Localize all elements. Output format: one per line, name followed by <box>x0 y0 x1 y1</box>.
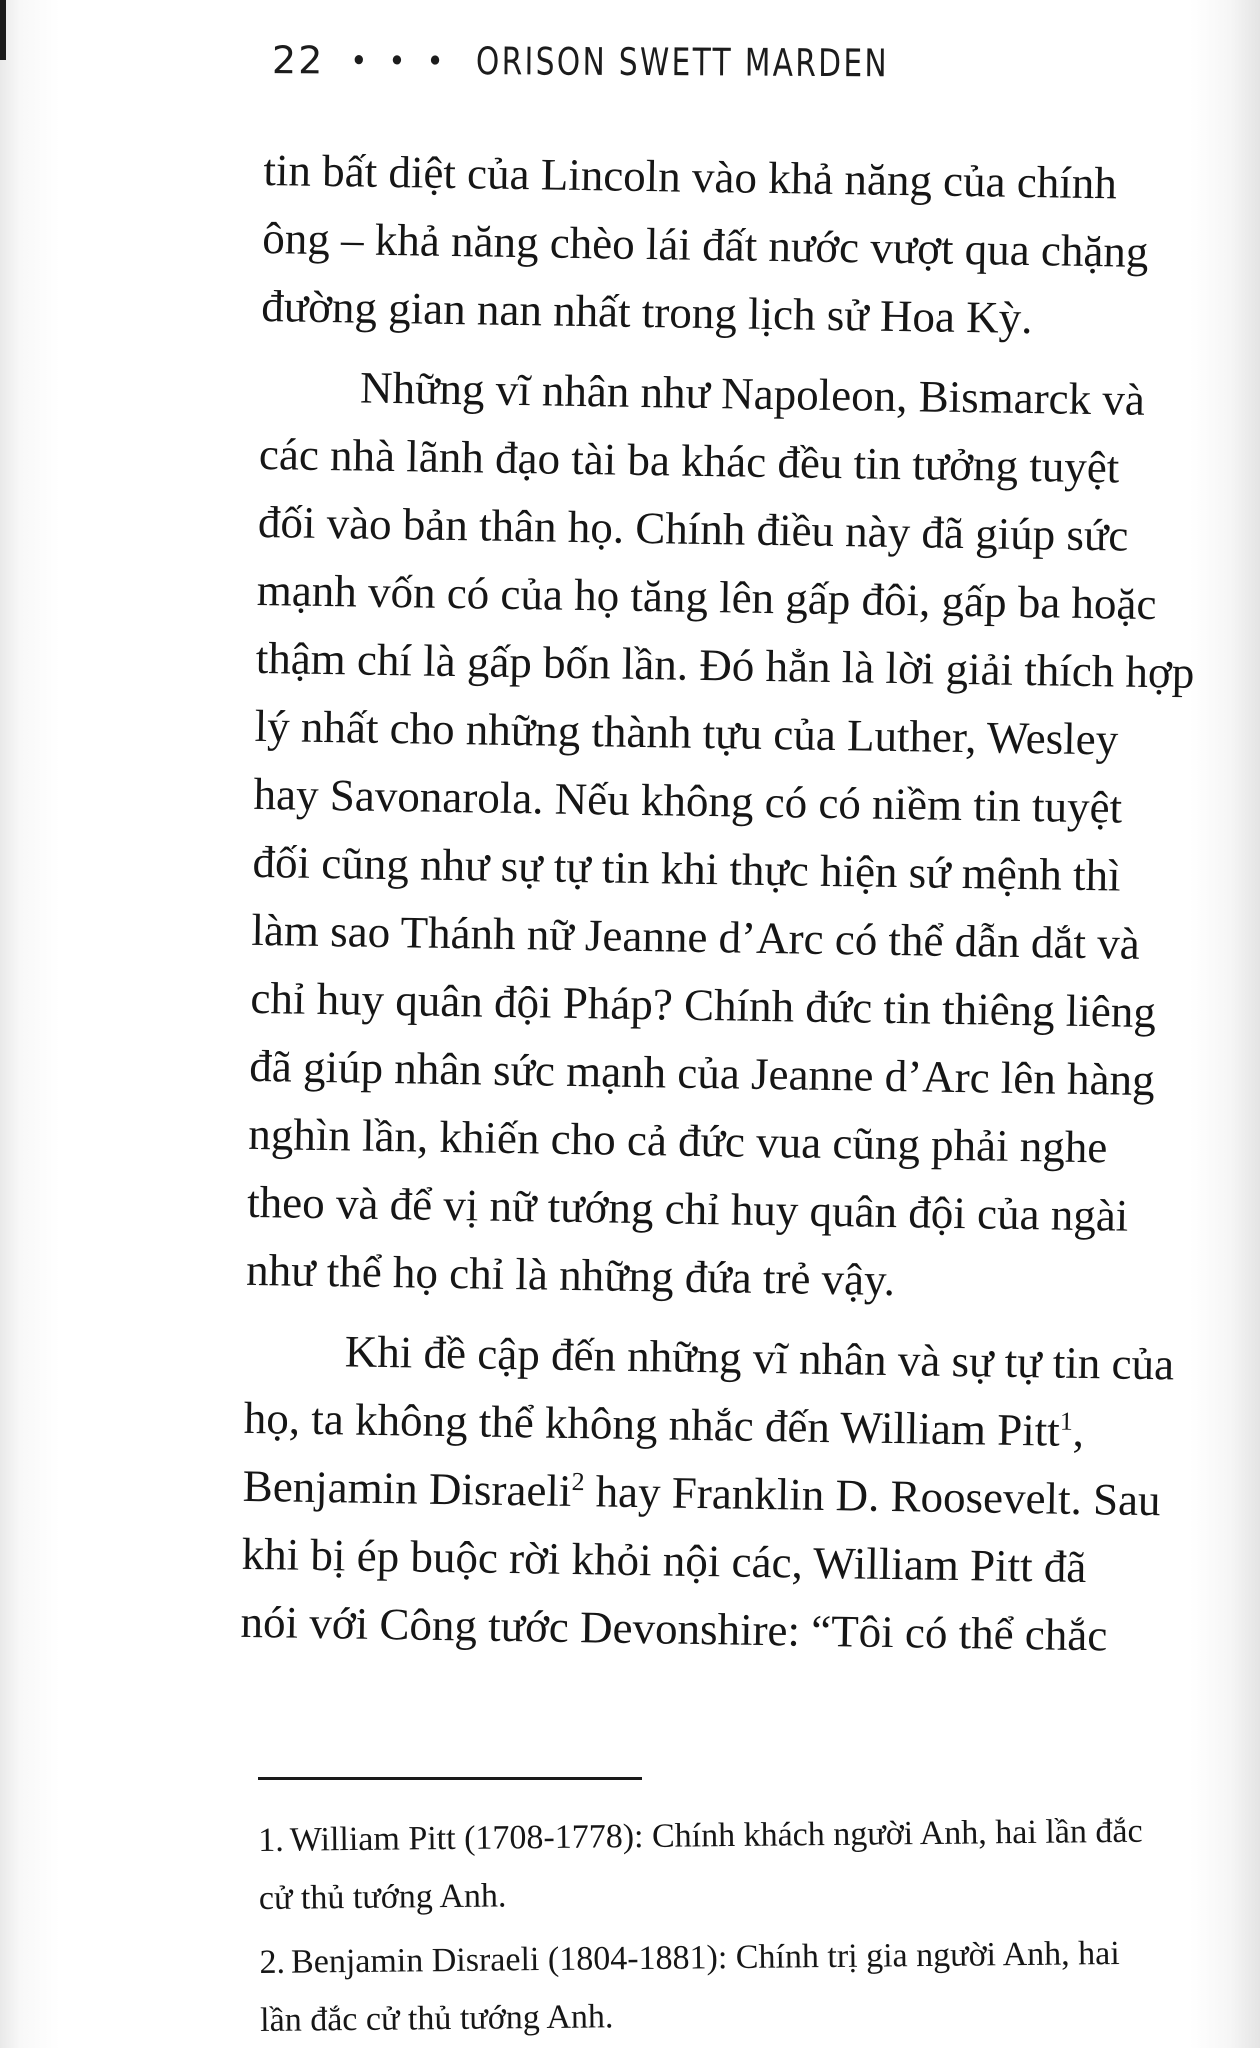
footnote-text: William Pitt (1708-1778): Chính khách người Anh, hai lần đắc <box>289 1812 1143 1859</box>
footnotes <box>258 1802 1181 2056</box>
body-line: đối cũng như sự tự tin khi thực hiện sứ mệnh thì <box>252 836 1122 901</box>
body-line: mạnh vốn có của họ tăng lên gấp đôi, gấp ba hoặc <box>256 564 1157 630</box>
running-header <box>272 30 1005 94</box>
footnote-text: Benjamin Disraeli (1804-1881): Chính trị gia người Anh, hai <box>290 1934 1120 1981</box>
body-line: nói với Công tước Devonshire: “Tôi có thể chắc <box>240 1596 1108 1661</box>
body-line: khi bị ép buộc rời khỏi nội các, William Pitt đã <box>241 1528 1087 1593</box>
page-number: 22 <box>271 38 325 83</box>
body-line: làm sao Thánh nữ Jeanne d’Arc có thể dẫn dắt và <box>251 904 1141 969</box>
page-edge-shadow <box>0 0 6 60</box>
body-line: nghìn lần, khiến cho cả đức vua cũng phải nghe <box>247 1108 1108 1173</box>
body-line-text: họ, ta không thể không nhắc đến William Pitt <box>243 1392 1061 1456</box>
body-line: thậm chí là gấp bốn lần. Đó hẳn là lời giải thích hợp <box>255 632 1195 698</box>
footnote-1 <box>258 1802 1179 1928</box>
footnote-number: 1. <box>258 1821 284 1859</box>
body-line: theo và để vị nữ tướng chỉ huy quân đội của ngài <box>246 1176 1129 1241</box>
body-line: lý nhất cho những thành tựu của Luther, Wesley <box>254 700 1119 765</box>
body-line: Khi đề cập đến những vĩ nhân và sự tự tin của <box>344 1326 1175 1390</box>
body-line: đối vào bản thân họ. Chính điều này đã giúp sức <box>257 496 1129 561</box>
body-line: các nhà lãnh đạo tài ba khác đều tin tưởng tuyệt <box>258 428 1120 493</box>
body-text <box>240 136 1195 1670</box>
footnote-text: cử thủ tướng Anh. <box>258 1877 507 1917</box>
body-line: hay Savonarola. Nếu không có có niềm tin tuyệt <box>253 768 1123 833</box>
footnote-ref-2: 2 <box>571 1466 585 1497</box>
body-line: như thể họ chỉ là những đứa trẻ vậy. <box>245 1244 896 1306</box>
body-line-text: hay Franklin D. Roosevelt. Sau <box>584 1466 1161 1526</box>
running-title: ORISON SWETT MARDEN <box>475 39 889 86</box>
body-line: ông – khả năng chèo lái đất nước vượt qua chặng <box>262 212 1149 277</box>
body-line: đường gian nan nhất trong lịch sử Hoa Kỳ. <box>260 280 1033 344</box>
body-line: chỉ huy quân đội Pháp? Chính đức tin thiêng liêng <box>250 972 1157 1038</box>
body-line-text: , <box>1072 1405 1085 1457</box>
footnote-divider <box>258 1777 642 1780</box>
body-line: tin bất diệt của Lincoln vào khả năng của chính <box>263 144 1118 209</box>
header-dots: • • • <box>350 41 450 81</box>
body-line-text: Benjamin Disraeli <box>242 1460 572 1516</box>
footnote-ref-1: 1 <box>1059 1406 1074 1436</box>
footnote-text: lần đắc cử thủ tướng Anh. <box>259 1998 614 2039</box>
footnote-number: 2. <box>259 1943 286 1981</box>
body-line: đã giúp nhân sức mạnh của Jeanne d’Arc lên hàng <box>248 1040 1156 1106</box>
footnote-2 <box>259 1924 1180 2050</box>
body-line: Những vĩ nhân như Napoleon, Bismarck và <box>359 362 1146 425</box>
